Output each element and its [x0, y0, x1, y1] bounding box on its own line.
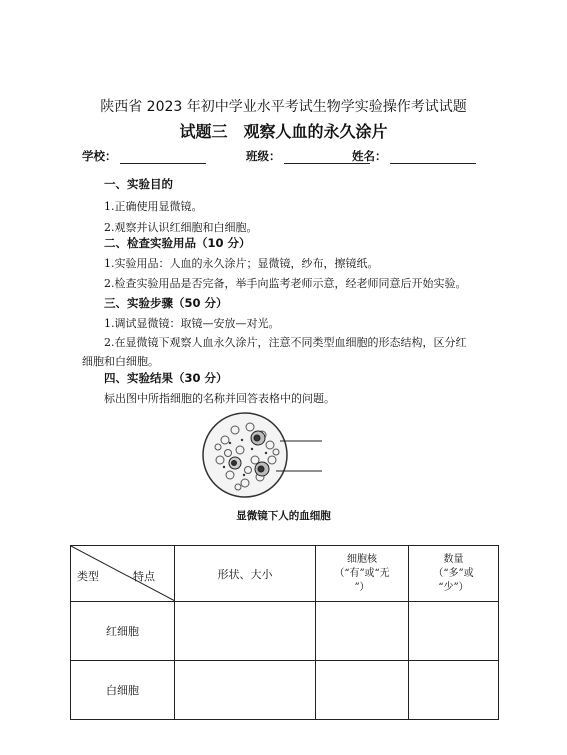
section-3-heading: 三、实验步骤（50 分） — [104, 296, 228, 310]
answer-cell[interactable] — [409, 661, 499, 720]
answer-cell[interactable] — [175, 602, 316, 661]
exam-subtitle: 试题三 观察人血的永久涂片 — [179, 122, 388, 141]
answer-cell[interactable] — [175, 661, 316, 720]
class-field — [246, 148, 370, 164]
table-row — [71, 661, 499, 720]
school-blank[interactable] — [120, 151, 206, 164]
header-shape: 形状、大小 — [175, 546, 316, 602]
header-nucleus-title: 细胞核 — [347, 553, 377, 565]
header-count-sub: （“多”或 — [433, 567, 474, 579]
answer-cell[interactable] — [316, 661, 409, 720]
header-nucleus-sub: （“有”或“无 — [334, 567, 390, 579]
exam-title: 陕西省 2023 年初中学业水平考试生物学实验操作考试试题 — [100, 99, 467, 115]
corner-type-label: 类型 — [77, 570, 99, 583]
header-count-title: 数量 — [443, 553, 464, 565]
school-label: 学校： — [82, 149, 117, 163]
table-row — [71, 602, 499, 661]
section-1-heading: 一、实验目的 — [104, 177, 173, 191]
section-2-heading: 二、检查实验用品（10 分） — [104, 236, 251, 250]
section-3-item: 1.调试显微镜：取镜—安放—对光。 — [104, 317, 280, 330]
school-field — [82, 148, 206, 164]
section-4-heading: 四、实验结果（30 分） — [104, 371, 228, 385]
blood-cell-microscope-icon — [200, 405, 330, 509]
section-3-item: 细胞和白细胞。 — [82, 355, 159, 368]
section-4-item: 标出图中所指细胞的名称并回答表格中的问题。 — [104, 392, 335, 405]
result-table — [70, 545, 499, 720]
answer-cell[interactable] — [409, 602, 499, 661]
table-corner-cell — [71, 546, 175, 602]
header-nucleus-sub: ”） — [354, 581, 370, 593]
class-label: 班级： — [246, 149, 281, 163]
header-count — [409, 546, 499, 602]
section-1-item: 2.观察并认识红细胞和白细胞。 — [104, 221, 258, 234]
row-label-red-cell: 红细胞 — [71, 602, 175, 661]
corner-feature-label: 特点 — [133, 570, 155, 583]
figure-caption: 显微镜下人的血细胞 — [236, 510, 331, 522]
name-label: 姓名： — [352, 149, 387, 163]
answer-cell[interactable] — [316, 602, 409, 661]
name-blank[interactable] — [390, 151, 476, 164]
header-count-sub: “少”） — [438, 581, 469, 593]
row-label-white-cell: 白细胞 — [71, 661, 175, 720]
name-field — [352, 148, 476, 164]
header-nucleus — [316, 546, 409, 602]
section-2-item: 2.检查实验用品是否完备，举手向监考老师示意，经老师同意后开始实验。 — [104, 277, 467, 290]
section-3-item: 2.在显微镜下观察人血永久涂片，注意不同类型血细胞的形态结构，区分红 — [104, 336, 467, 349]
section-2-item: 1.实验用品：人血的永久涂片；显微镜，纱布，擦镜纸。 — [104, 257, 379, 270]
section-1-item: 1.正确使用显微镜。 — [104, 200, 203, 213]
